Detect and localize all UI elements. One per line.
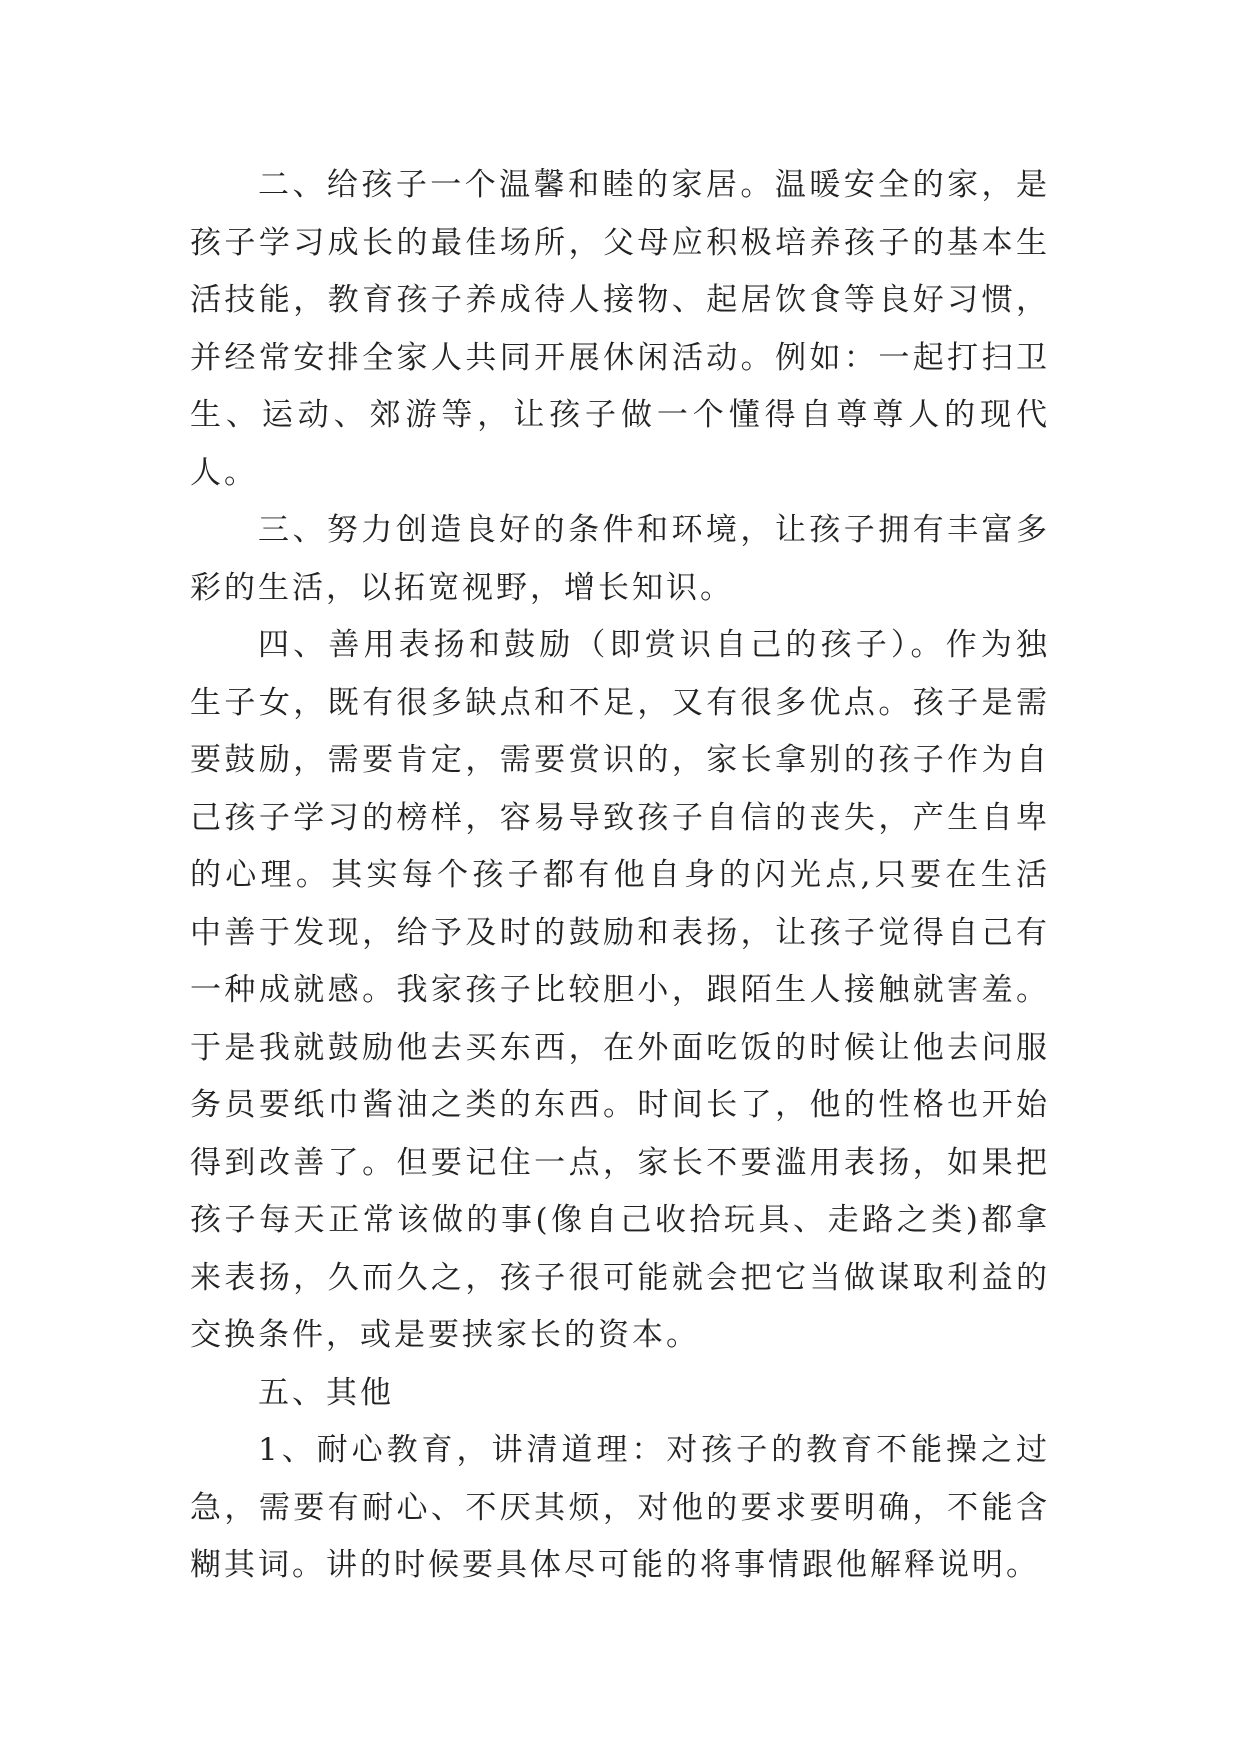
- paragraph-patient-education: 1、耐心教育，讲清道理：对孩子的教育不能操之过急，需要有耐心、不厌其烦，对他的要求要明确，不能含糊其词。讲的时候要具体尽可能的将事情跟他解释说明。: [190, 1432, 1050, 1583]
- paragraph-others-heading: 五、其他: [258, 1374, 394, 1411]
- document-body: [190, 157, 1050, 1595]
- paragraph-warm-home: 二、给孩子一个温馨和睦的家居。温暖安全的家，是孩子学习成长的最佳场所，父母应积极培养孩子的基本生活技能，教育孩子养成待人接物、起居饮食等良好习惯，并经常安排全家人共同开展休闲活动。例如：一起打扫卫生、运动、郊游等，让孩子做一个懂得自尊尊人的现代人。: [190, 167, 1050, 491]
- paragraph-praise-encouragement: 四、善用表扬和鼓励（即赏识自己的孩子）。作为独生子女，既有很多缺点和不足，又有很多优点。孩子是需要鼓励，需要肯定，需要赏识的，家长拿别的孩子作为自己孩子学习的榜样，容易导致孩子自信的丧失，产生自卑的心理。其实每个孩子都有他自身的闪光点,只要在生活中善于发现，给予及时的鼓励和表扬，让孩子觉得自己有一种成就感。我家孩子比较胆小，跟陌生人接触就害羞。于是我就鼓励他去买东西，在外面吃饭的时候让他去问服务员要纸巾酱油之类的东西。时间长了，他的性格也开始得到改善了。但要记住一点，家长不要滥用表扬，如果把孩子每天正常该做的事(像自己收拾玩具、走路之类)都拿来表扬，久而久之，孩子很可能就会把它当做谋取利益的交换条件，或是要挟家长的资本。: [190, 627, 1050, 1353]
- paragraph-good-environment: 三、努力创造良好的条件和环境，让孩子拥有丰富多彩的生活，以拓宽视野，增长知识。: [190, 512, 1050, 606]
